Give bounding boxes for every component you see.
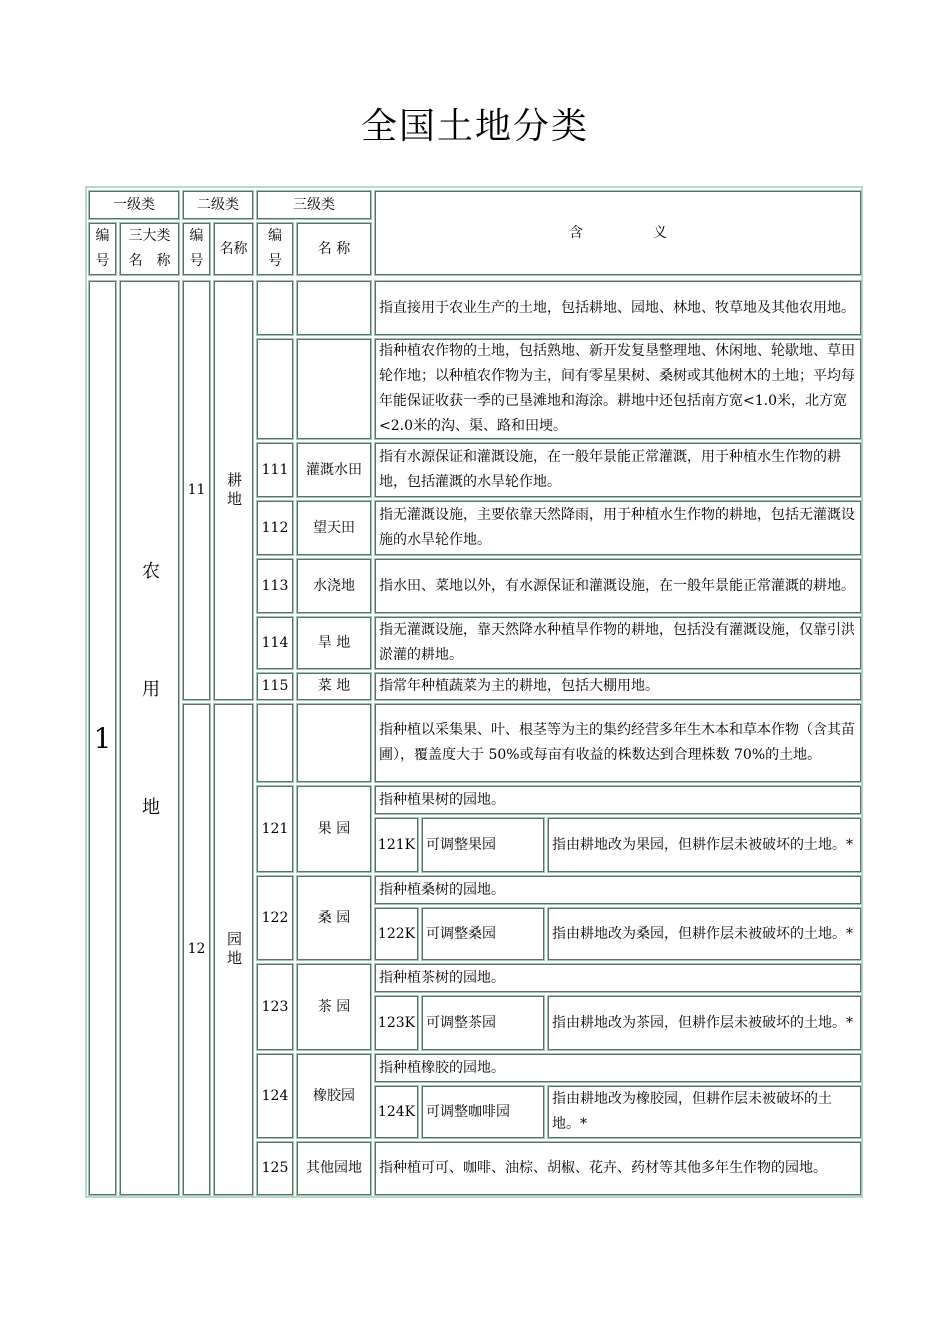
page-title: 全国土地分类 — [360, 106, 589, 147]
level1-code: 1 — [88, 280, 117, 1196]
cultivated-desc: 指种植农作物的土地，包括熟地、新开发复垦整理地、休闲地、轮歇地、草田轮作地；以种植农作物为主，间有零星果树、桑树或其他树木的土地；平均每年能保证收获一季的已垦滩地和海涂。耕地中还包括南方宽<1.0米，北方宽<2.0米的沟、渠、路和田埂。 — [374, 338, 862, 440]
item-code: 124 — [256, 1053, 294, 1139]
sub-item-code: 123K — [374, 995, 419, 1051]
item-name: 桑 园 — [296, 875, 372, 961]
header-l2-name: 名称 — [213, 222, 254, 276]
garden-desc: 指种植以采集果、叶、根茎等为主的集约经营多年生木本和草本作物（含其苗圃），覆盖度大于 50%或每亩有收益的株数达到合理株数 70%的土地。 — [374, 703, 862, 783]
intro-desc: 指直接用于农业生产的土地，包括耕地、园地、林地、牧草地及其他农用地。 — [374, 280, 862, 336]
sub-item-desc: 指由耕地改为茶园，但耕作层未被破坏的土地。* — [547, 995, 862, 1051]
item-desc: 指有水源保证和灌溉设施，在一般年景能正常灌溉，用于种植水生作物的耕地，包括灌溉的水旱轮作地。 — [374, 442, 862, 498]
garden-name-cell — [213, 703, 254, 1196]
sub-item-name: 可调整茶园 — [421, 995, 545, 1051]
header-level1: 一级类 — [88, 190, 180, 220]
item-desc: 指无灌溉设施，主要依靠天然降雨，用于种植水生作物的耕地，包括无灌溉设施的水旱轮作地。 — [374, 500, 862, 556]
garden-name: 园地 — [225, 930, 243, 969]
item-code: 125 — [256, 1141, 294, 1196]
header-level2: 二级类 — [182, 190, 254, 220]
sub-item-name: 可调整果园 — [421, 817, 545, 873]
header-l3-code: 编号 — [256, 222, 294, 276]
sub-item-code: 122K — [374, 907, 419, 961]
empty-cell — [296, 338, 372, 440]
item-desc: 指种植橡胶的园地。 — [374, 1053, 862, 1083]
item-desc: 指种植桑树的园地。 — [374, 875, 862, 905]
sub-item-code: 124K — [374, 1085, 419, 1139]
item-code: 122 — [256, 875, 294, 961]
empty-cell — [296, 280, 372, 336]
sub-item-code: 121K — [374, 817, 419, 873]
item-code: 121 — [256, 785, 294, 873]
header-l3-name: 名 称 — [296, 222, 372, 276]
item-name: 灌溉水田 — [296, 442, 372, 498]
item-desc: 指常年种植蔬菜为主的耕地，包括大棚用地。 — [374, 672, 862, 701]
header-l2-code: 编号 — [182, 222, 211, 276]
item-desc: 指种植茶树的园地。 — [374, 963, 862, 993]
item-name: 菜 地 — [296, 672, 372, 701]
cultivated-code: 11 — [182, 280, 211, 701]
item-desc: 指种植可可、咖啡、油棕、胡椒、花卉、药材等其他多年生作物的园地。 — [374, 1141, 862, 1196]
empty-cell — [256, 703, 294, 783]
sub-item-name: 可调整桑园 — [421, 907, 545, 961]
item-code: 111 — [256, 442, 294, 498]
item-code: 112 — [256, 500, 294, 556]
sub-item-desc: 指由耕地改为桑园，但耕作层未被破坏的土地。* — [547, 907, 862, 961]
item-desc: 指种植果树的园地。 — [374, 785, 862, 815]
item-code: 123 — [256, 963, 294, 1051]
empty-cell — [256, 338, 294, 440]
garden-code: 12 — [182, 703, 211, 1196]
item-desc: 指无灌溉设施，靠天然降水种植旱作物的耕地，包括没有灌溉设施，仅靠引洪淤灌的耕地。 — [374, 616, 862, 670]
item-name: 旱 地 — [296, 616, 372, 670]
header-code: 编号 — [88, 222, 117, 276]
cultivated-name-cell — [213, 280, 254, 701]
item-code: 113 — [256, 558, 294, 614]
level1-name-cell — [119, 280, 180, 1196]
empty-cell — [256, 280, 294, 336]
item-code: 115 — [256, 672, 294, 701]
item-name: 茶 园 — [296, 963, 372, 1051]
sub-item-desc: 指由耕地改为橡胶园，但耕作层未被破坏的土地。* — [547, 1085, 862, 1139]
header-three-cat-name: 三大类名 称 — [119, 222, 180, 276]
item-name: 水浇地 — [296, 558, 372, 614]
item-code: 114 — [256, 616, 294, 670]
item-name: 其他园地 — [296, 1141, 372, 1196]
sub-item-name: 可调整咖啡园 — [421, 1085, 545, 1139]
item-name: 果 园 — [296, 785, 372, 873]
header-level3: 三级类 — [256, 190, 372, 220]
sub-item-desc: 指由耕地改为果园，但耕作层未被破坏的土地。* — [547, 817, 862, 873]
cultivated-name: 耕地 — [225, 471, 243, 510]
header-meaning: 含 义 — [374, 190, 862, 276]
item-name: 望天田 — [296, 500, 372, 556]
item-desc: 指水田、菜地以外，有水源保证和灌溉设施，在一般年景能正常灌溉的耕地。 — [374, 558, 862, 614]
item-name: 橡胶园 — [296, 1053, 372, 1139]
level1-name: 农用地 — [139, 561, 160, 915]
empty-cell — [296, 703, 372, 783]
